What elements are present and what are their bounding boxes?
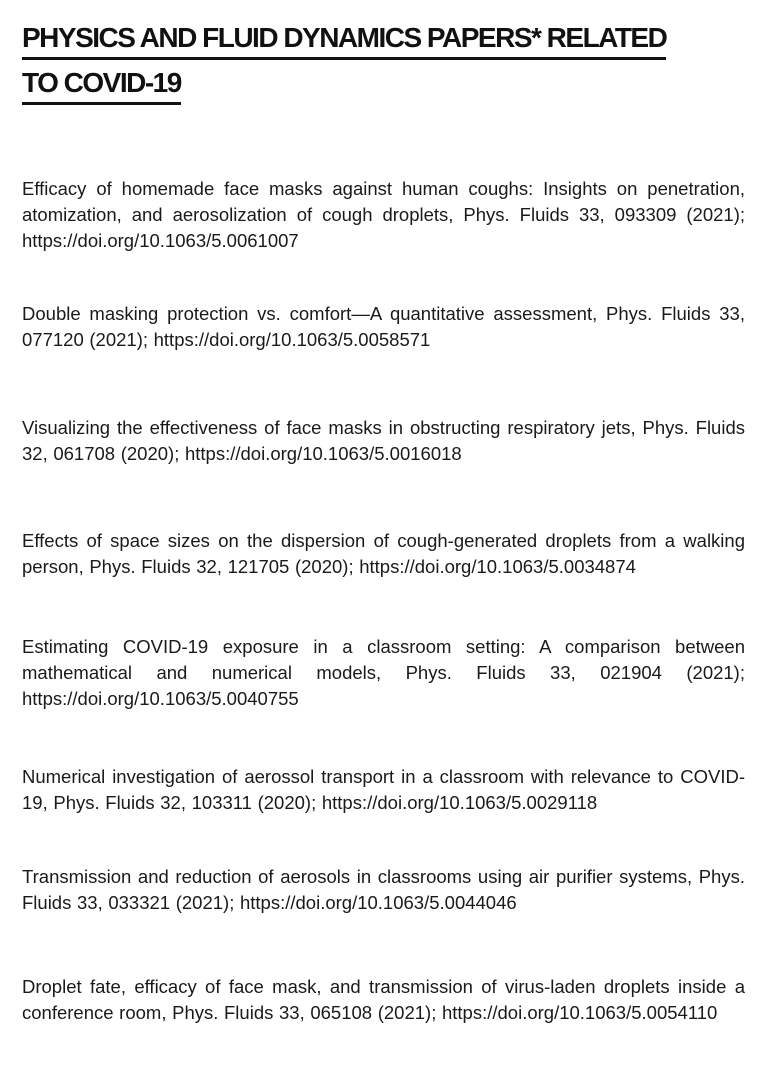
paper-citation: Numerical investigation of aerossol transport in a classroom with relevance to COVID-19, Phys. Fluids 32, 103311 (2020); https://doi.org/10.1063/5.0029118	[22, 766, 745, 813]
paper-citation: Droplet fate, efficacy of face mask, and transmission of virus-laden droplets inside a conference room, Phys. Fluids 33, 065108 (2021); https://doi.org/10.1063/5.0054110	[22, 976, 745, 1023]
paper-citation: Efficacy of homemade face masks against human coughs: Insights on penetration, atomization, and aerosolization of cough droplets, Phys. Fluids 33, 093309 (2021); https://doi.org/10.1063/5.0061007	[22, 178, 745, 251]
paper-citation: Double masking protection vs. comfort—A quantitative assessment, Phys. Fluids 33, 077120 (2021); https://doi.org/10.1063/5.0058571	[22, 303, 745, 350]
paper-citation: Transmission and reduction of aerosols in classrooms using air purifier systems, Phys. Fluids 33, 033321 (2021); https://doi.org/10.1063/5.0044046	[22, 866, 745, 913]
page-title-line-1: PHYSICS AND FLUID DYNAMICS PAPERS* RELATED	[22, 24, 666, 60]
page-title	[22, 24, 745, 114]
paper-citation: Estimating COVID-19 exposure in a classroom setting: A comparison between mathematical and numerical models, Phys. Fluids 33, 021904 (2021); https://doi.org/10.1063/5.0040755	[22, 636, 745, 709]
page-title-line-2: TO COVID-19	[22, 69, 181, 105]
paper-list	[22, 176, 745, 1026]
paper-citation: Visualizing the effectiveness of face masks in obstructing respiratory jets, Phys. Fluids 32, 061708 (2020); https://doi.org/10.1063/5.0016018	[22, 417, 745, 464]
paper-citation: Effects of space sizes on the dispersion of cough-generated droplets from a walking person, Phys. Fluids 32, 121705 (2020); https://doi.org/10.1063/5.0034874	[22, 530, 745, 577]
